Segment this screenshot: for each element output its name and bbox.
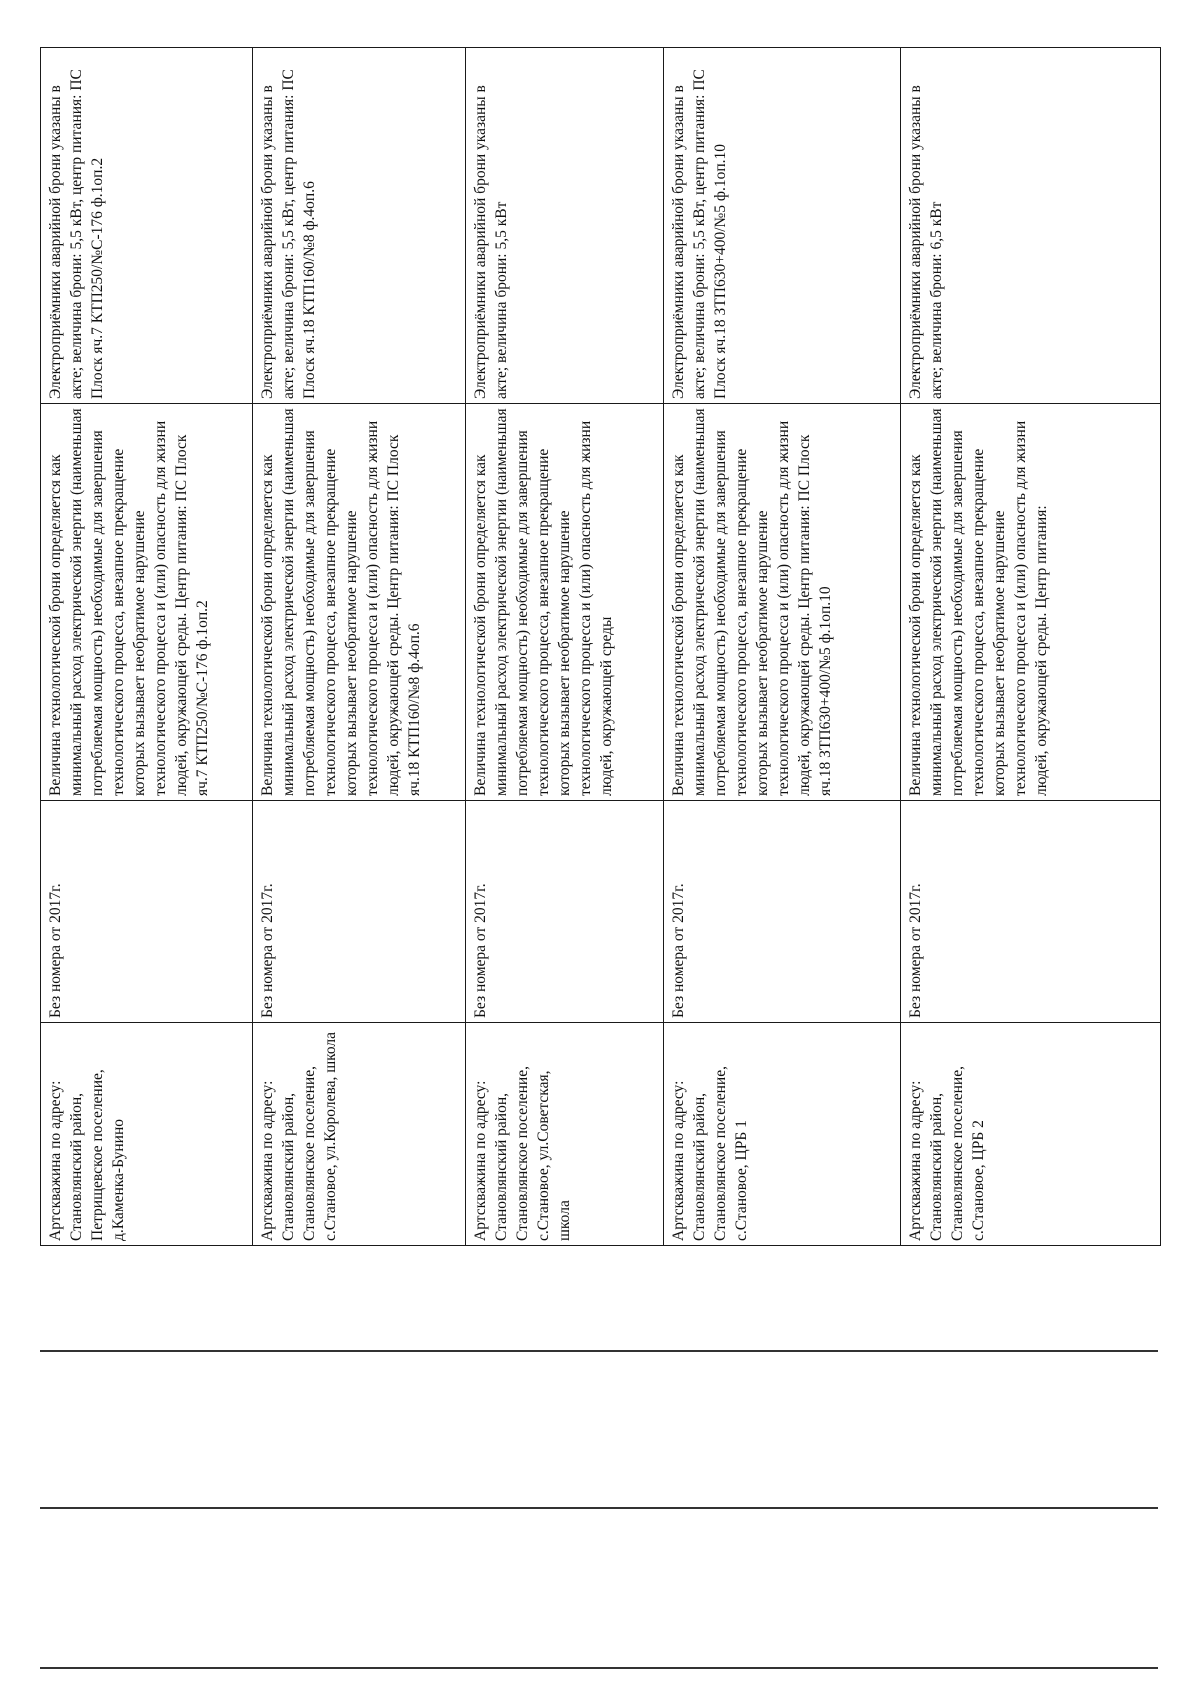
act-number-cell: Без номера от 2017г. xyxy=(664,801,901,1023)
table-row xyxy=(41,48,253,1246)
emergency-reserve-cell: Электроприёмники аварийной брони указаны в акте; величина брони: 5,5 кВт, центр питания: ПС Плоск яч.18 КТП160/№8 ф.4оп.6 xyxy=(253,48,466,404)
object-address-cell: Артскважина по адресу: Становлянский район, Становлянское поселение, с.Становое, ЦРБ 1 xyxy=(664,1023,901,1246)
object-address-cell: Артскважина по адресу: Становлянский район, Становлянское поселение, с.Становое, ул.Советская, школа xyxy=(466,1023,664,1246)
table-row xyxy=(253,48,466,1246)
table-row xyxy=(901,48,1161,1246)
divider-line xyxy=(40,1667,1158,1669)
reserve-acts-table xyxy=(40,47,1161,1246)
act-number-cell: Без номера от 2017г. xyxy=(901,801,1161,1023)
emergency-reserve-cell: Электроприёмники аварийной брони указаны в акте; величина брони: 5,5 кВт, центр питания: ПС Плоск яч.7 КТП250/№С-176 ф.1оп.2 xyxy=(41,48,253,404)
tech-reserve-cell: Величина технологической брони определяется как минимальный расход электрической энергии (наименьшая потребляемая мощность) необходимые для завершения технологического процесса, внезапное прекращение которых вызывает необратимое нарушение технологического процесса и (или) опасность для жизни людей, окружающей среды. Центр питания: xyxy=(901,404,1161,801)
act-number-cell: Без номера от 2017г. xyxy=(41,801,253,1023)
act-number-cell: Без номера от 2017г. xyxy=(253,801,466,1023)
tech-reserve-cell: Величина технологической брони определяется как минимальный расход электрической энергии (наименьшая потребляемая мощность) необходимые для завершения технологического процесса, внезапное прекращение которых вызывает необратимое нарушение технологического процесса и (или) опасность для жизни людей, окружающей среды. Центр питания: ПС Плоск яч.18 ЗТП630+400/№5 ф.1оп.10 xyxy=(664,404,901,801)
table-row xyxy=(466,48,664,1246)
tech-reserve-cell: Величина технологической брони определяется как минимальный расход электрической энергии (наименьшая потребляемая мощность) необходимые для завершения технологического процесса, внезапное прекращение которых вызывает необратимое нарушение технологического процесса и (или) опасность для жизни людей, окружающей среды. Центр питания: ПС Плоск яч.18 КТП160/№8 ф.4оп.6 xyxy=(253,404,466,801)
divider-line xyxy=(40,1350,1158,1352)
table-row xyxy=(664,48,901,1246)
emergency-reserve-cell: Электроприёмники аварийной брони указаны в акте; величина брони: 5,5 кВт, центр питания: ПС Плоск яч.18 ЗТП630+400/№5 ф.1оп.10 xyxy=(664,48,901,404)
tech-reserve-cell: Величина технологической брони определяется как минимальный расход электрической энергии (наименьшая потребляемая мощность) необходимые для завершения технологического процесса, внезапное прекращение которых вызывает необратимое нарушение технологического процесса и (или) опасность для жизни людей, окружающей среды xyxy=(466,404,664,801)
tech-reserve-cell: Величина технологической брони определяется как минимальный расход электрической энергии (наименьшая потребляемая мощность) необходимые для завершения технологического процесса, внезапное прекращение которых вызывает необратимое нарушение технологического процесса и (или) опасность для жизни людей, окружающей среды. Центр питания: ПС Плоск яч.7 КТП250/№С-176 ф.1оп.2 xyxy=(41,404,253,801)
emergency-reserve-cell: Электроприёмники аварийной брони указаны в акте; величина брони: 6,5 кВт xyxy=(901,48,1161,404)
object-address-cell: Артскважина по адресу: Становлянский район, Становлянское поселение, с.Становое, ЦРБ 2 xyxy=(901,1023,1161,1246)
object-address-cell: Артскважина по адресу: Становлянский район, Петрищевское поселение, д.Каменка-Бунино xyxy=(41,1023,253,1246)
act-number-cell: Без номера от 2017г. xyxy=(466,801,664,1023)
divider-line xyxy=(40,1507,1158,1509)
emergency-reserve-cell: Электроприёмники аварийной брони указаны в акте; величина брони: 5,5 кВт xyxy=(466,48,664,404)
object-address-cell: Артскважина по адресу: Становлянский район, Становлянское поселение, с.Становое, ул.Королева, школа xyxy=(253,1023,466,1246)
